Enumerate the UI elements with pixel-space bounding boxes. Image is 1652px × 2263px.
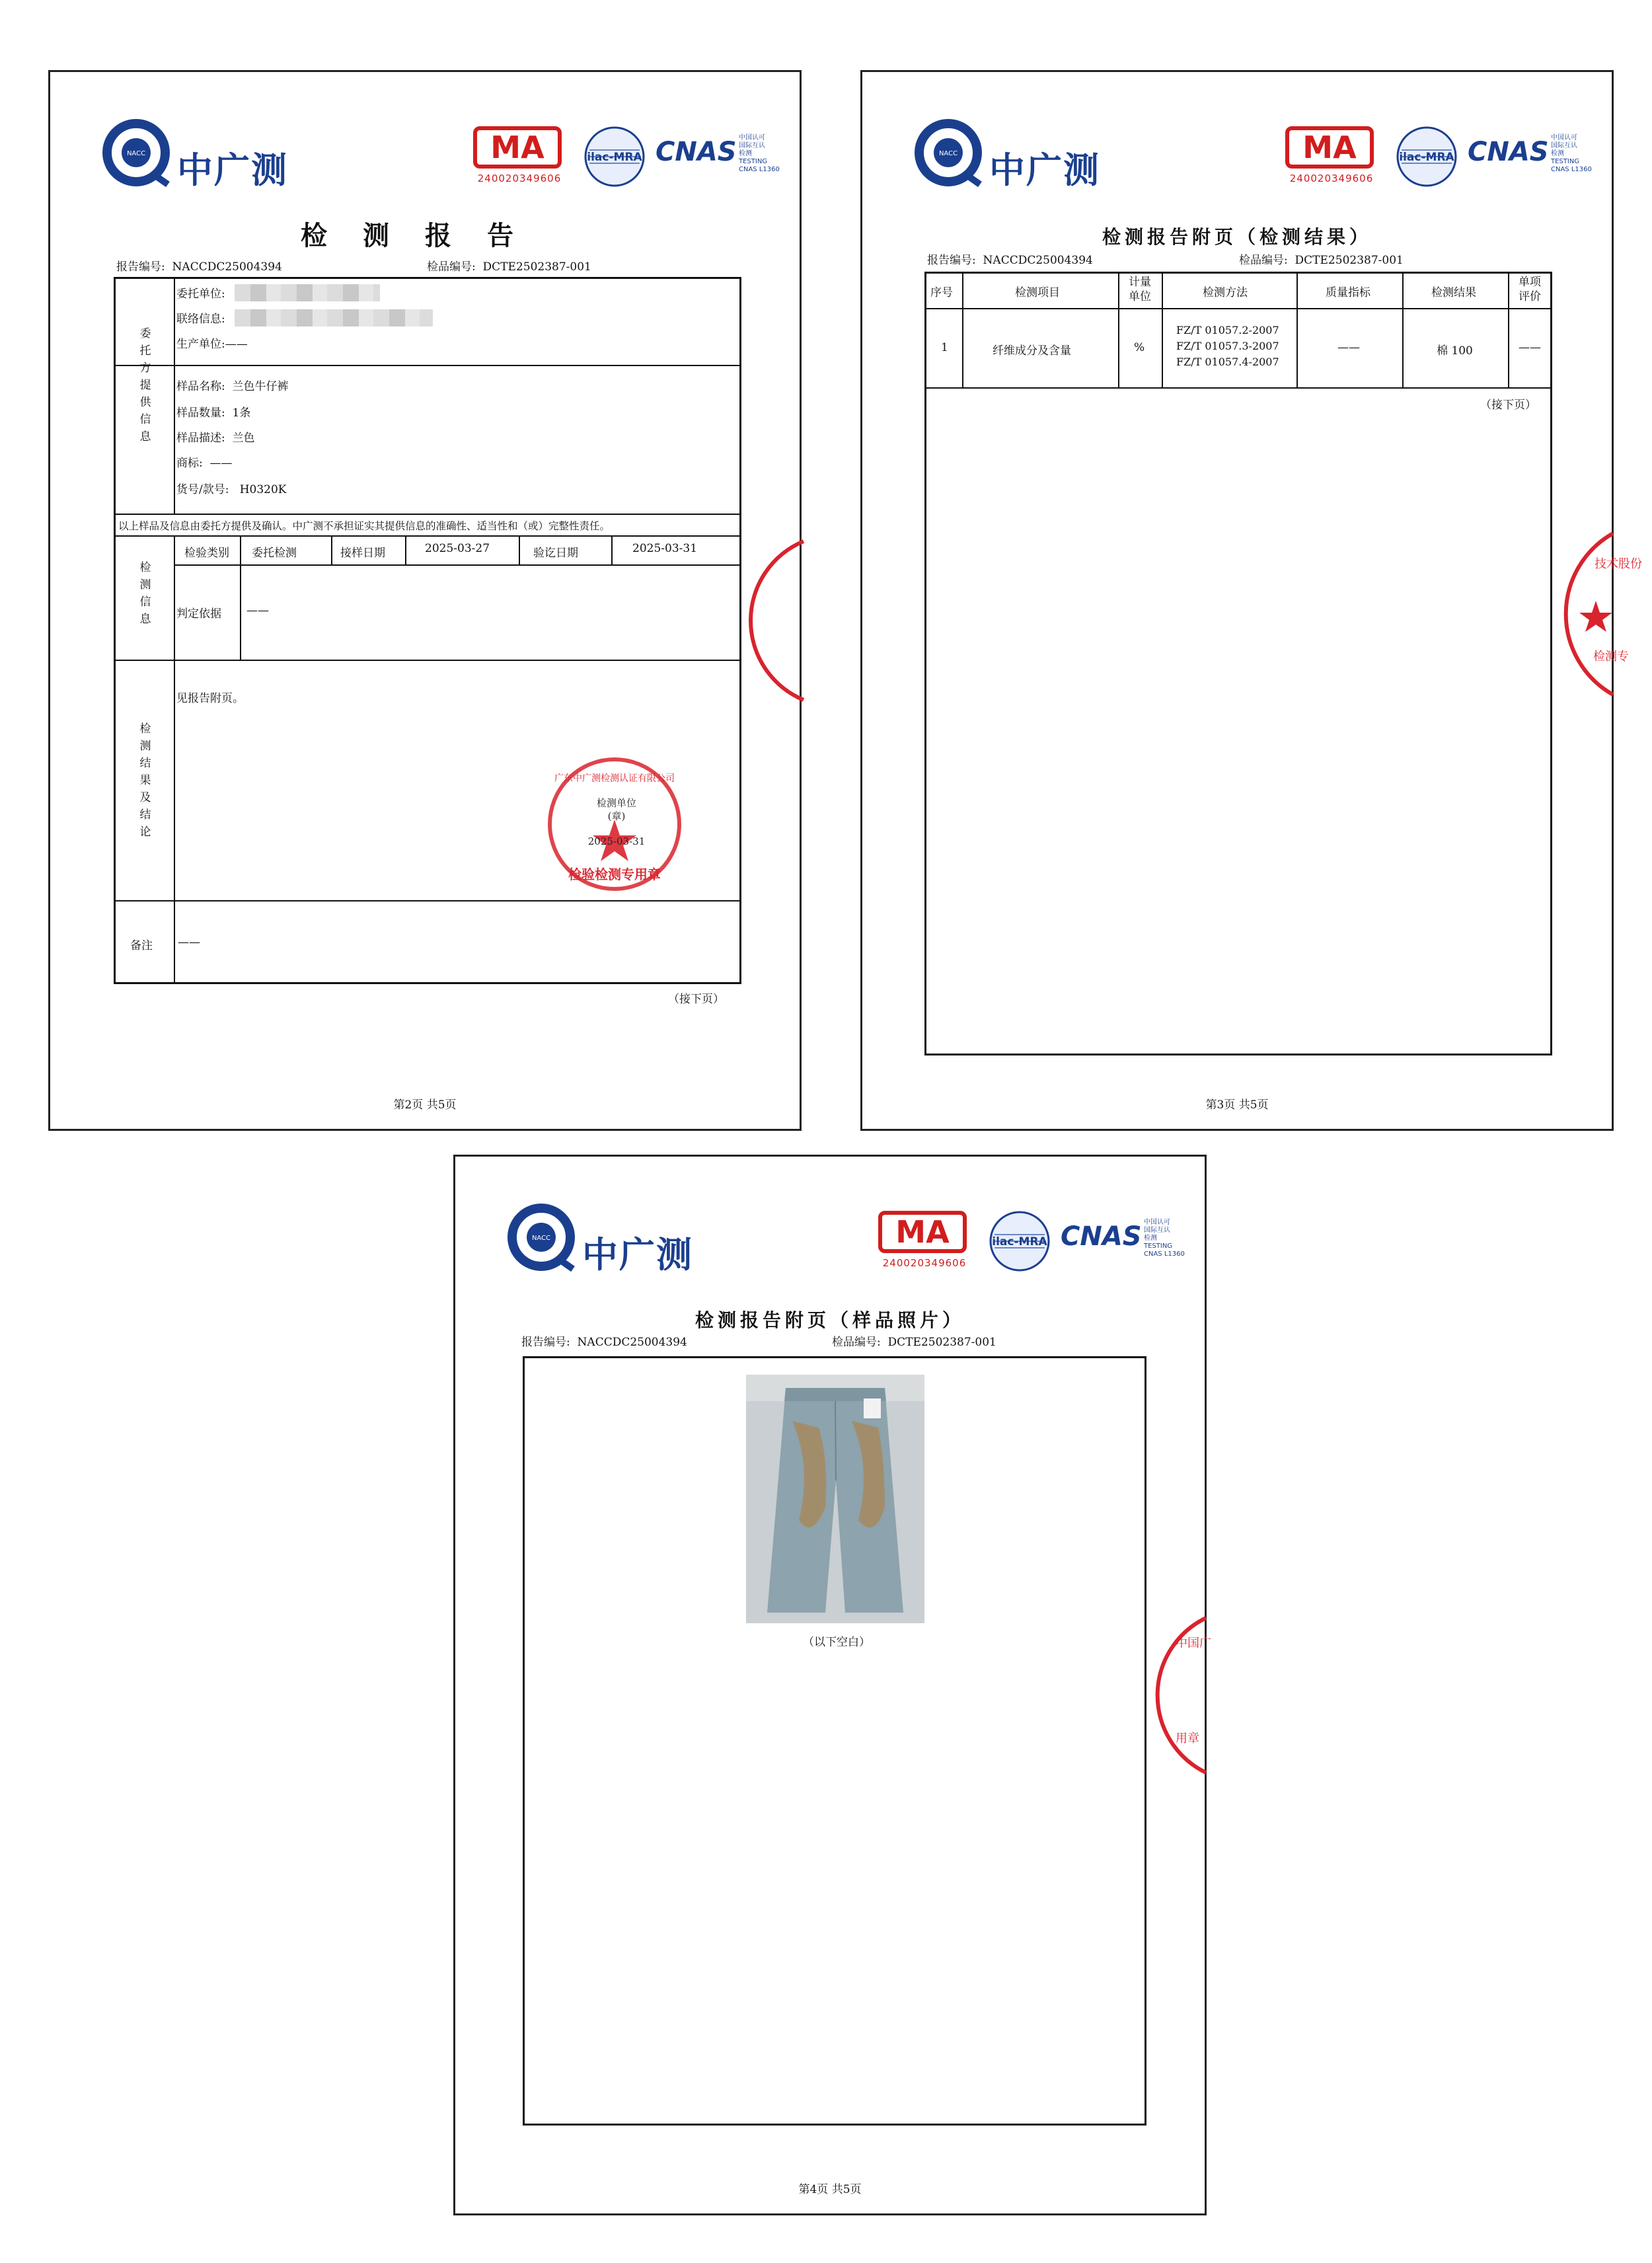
edge-seal — [774, 535, 804, 707]
section-result-label: 检测结果及结论 — [139, 722, 151, 839]
col-header: 质量指标 — [1326, 286, 1370, 299]
ilac-mra-icon — [1395, 125, 1458, 188]
cnas-mark: CNAS 中国认可 国际互认 检测 TESTING CNAS L1360 — [1061, 1219, 1185, 1258]
ma-text: MA — [473, 126, 562, 169]
svg-text:2025-03-31: 2025-03-31 — [587, 835, 646, 847]
col-header: 序号 — [930, 286, 953, 299]
disclaimer: 以上样品及信息由委托方提供及确认。中广测不承担证实其提供信息的准确性、适当性和（或）完整性责任。 — [118, 520, 611, 532]
brand-name: 中广测 — [582, 1234, 693, 1276]
blank-note: （以下空白） — [803, 1636, 870, 1649]
edge-seal — [1173, 1613, 1211, 1778]
report-title: 检测报告 — [301, 220, 549, 251]
result-table: 序号 检测项目 计量单位 检测方法 质量指标 检测结果 单项评价 1 纤维成分及含量 % FZ/T 01057.2-2007 FZ/T 01057.3-2007 FZ/T 01057.4-2007 —— 棉 100 —— （接下页） — [924, 272, 1552, 1055]
sample-no: 检品编号: DCTE2502387-001 — [427, 260, 591, 274]
report-no: 报告编号: NACCDC25004394 — [927, 254, 1093, 267]
col-header: 检测方法 — [1203, 286, 1248, 299]
svg-text:用章: 用章 — [1176, 1732, 1199, 1745]
contact-redacted — [235, 309, 433, 326]
page-header — [77, 112, 780, 198]
svg-text:NACC: NACC — [938, 150, 958, 157]
client-unit-redacted — [235, 284, 380, 301]
report-page-2 — [48, 70, 802, 1131]
edge-seal — [1569, 528, 1642, 700]
svg-text:技术股份: 技术股份 — [1595, 557, 1642, 571]
col-header: 检测结果 — [1431, 286, 1476, 299]
section-client-label: 委托方提供信息 — [139, 327, 151, 443]
cnas-text: CNAS — [656, 137, 737, 167]
col-header: 计量单位 — [1129, 276, 1151, 303]
report-no: 报告编号: NACCDC25004394 — [116, 260, 282, 274]
report-title: 检测报告附页（样品照片） — [695, 1309, 965, 1331]
brand-name: 中广测 — [177, 149, 288, 191]
sample-no: 检品编号: DCTE2502387-001 — [832, 1336, 996, 1349]
svg-text:检验检测专用章: 检验检测专用章 — [568, 866, 661, 882]
sample-photo — [746, 1375, 924, 1623]
svg-text:ilac-MRA: ilac-MRA — [1399, 151, 1454, 164]
page-footer: 第4页 共5页 — [798, 2183, 862, 2196]
section-test-label: 检测信息 — [139, 561, 151, 626]
report-page-3 — [860, 70, 1642, 1131]
cnas-mark — [656, 134, 788, 187]
cnas-small: 中国认可 国际互认 检测 TESTING CNAS L1360 — [739, 134, 780, 173]
ma-mark — [473, 126, 566, 195]
col-header: 检测项目 — [1015, 286, 1060, 299]
svg-text:检测单位: 检测单位 — [596, 797, 637, 809]
sample-name: 兰色牛仔裤 — [232, 380, 289, 393]
nacc-logo-icon — [102, 118, 170, 187]
svg-text:广东中广测检测认证有限公司: 广东中广测检测认证有限公司 — [554, 773, 675, 784]
report-title: 检测报告附页（检测结果） — [1102, 226, 1372, 248]
svg-text:ilac-MRA: ilac-MRA — [992, 1235, 1047, 1248]
ma-mark: MA 240020349606 — [878, 1211, 971, 1280]
continue-note: （接下页） — [1480, 399, 1536, 412]
brand-name: 中广测 — [989, 149, 1100, 191]
svg-text:NACC: NACC — [531, 1235, 551, 1242]
inspection-seal — [545, 755, 684, 894]
sample-no: 检品编号: DCTE2502387-001 — [1239, 254, 1404, 267]
ma-mark: MA 240020349606 — [1285, 126, 1378, 195]
ilac-mra-icon — [988, 1209, 1051, 1273]
result-text: 见报告附页。 — [176, 692, 244, 705]
nacc-logo-icon — [914, 118, 983, 187]
svg-text:中国广: 中国广 — [1176, 1636, 1211, 1650]
ilac-mra-icon — [583, 125, 646, 188]
page-footer: 第3页 共5页 — [1205, 1098, 1269, 1112]
logo-text: NACC — [126, 150, 146, 157]
svg-text:(章): (章) — [607, 810, 626, 822]
ma-number: 240020349606 — [477, 173, 562, 184]
report-table: 委托方提供信息 委托单位: 联络信息: 生产单位:—— 样品名称: 兰色牛仔裤 样品数量: 1条 样品描述: 兰色 商标: —— 货号/款号: H0320K 以上样品及信息由委托方提供及确认。中广测不承担证实其提供信息的准确性、适当性和（或）完整性责任。 检测信息 检验类别 委托检测 接样日期 2025-03-27 验讫日期 2025-03-31 判定依据 —— 检测结果及结论 见报告附页。 备注 —— 检测单位 (章) 2025-03-31 检验检测专用章 广东中广测检测认证有限公司 — [114, 277, 741, 984]
continue-note: （接下页） — [668, 993, 724, 1006]
report-no: 报告编号: NACCDC25004394 — [521, 1336, 687, 1349]
page-footer: 第2页 共5页 — [393, 1098, 457, 1112]
page-header — [482, 1196, 1185, 1282]
jeans-image — [746, 1375, 924, 1623]
ilac-text: ilac-MRA — [587, 151, 642, 164]
cnas-mark: CNAS 中国认可 国际互认 检测 TESTING CNAS L1360 — [1468, 134, 1592, 173]
nacc-logo-icon — [507, 1203, 576, 1272]
svg-text:检测专: 检测专 — [1593, 650, 1629, 664]
col-header: 单项评价 — [1519, 276, 1541, 303]
report-page-4 — [453, 1155, 1211, 2215]
page-header — [889, 112, 1592, 198]
